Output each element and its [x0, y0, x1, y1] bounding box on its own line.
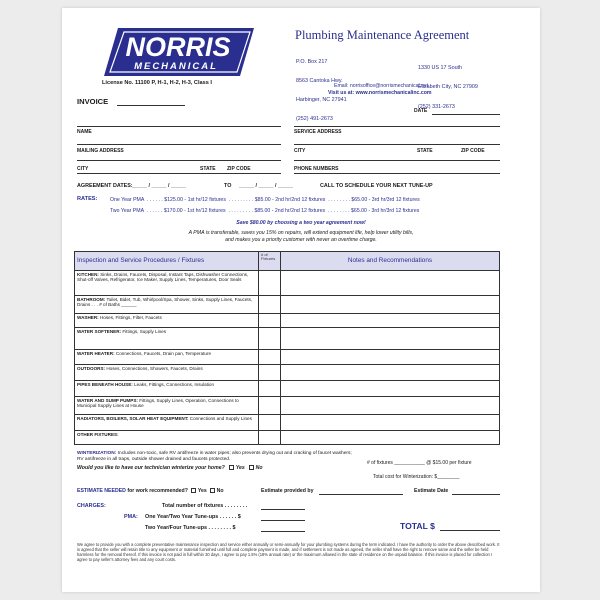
mailing-field-bottom[interactable]: [77, 160, 281, 161]
license-number: License No. 11100 P, H-1, H-2, H-3, Class I: [102, 80, 212, 86]
phone-field[interactable]: [294, 173, 500, 174]
col-procedures-header: Inspection and Service Procedures / Fixtures: [75, 252, 259, 271]
estimate-date-field[interactable]: [452, 494, 500, 495]
notes-cell[interactable]: [281, 314, 500, 328]
fixture-count-cell[interactable]: [259, 415, 281, 431]
notes-cell[interactable]: [281, 415, 500, 431]
estimate-needed-label: ESTIMATE NEEDED: [77, 488, 126, 494]
service-address-label: SERVICE ADDRESS: [294, 129, 342, 135]
agreement-page: [62, 8, 540, 592]
agreement-dates-label: AGREEMENT DATES:: [77, 183, 133, 189]
estimate-provided-by-label: Estimate provided by: [261, 488, 314, 494]
row-items: Sinks, Drains, Faucets, Disposal, Instant Taps, Dishwasher Connections, Shut-off Valves, Refrigerator, Ice Maker, Supply Lines, Temperatures, Door Seals: [77, 272, 249, 283]
pma-note-1: A PMA is transferable, saves you 15% on repairs, will extend equipment life, help lower utility bills,: [188, 230, 414, 236]
col-notes-header: Notes and Recommendations: [281, 252, 500, 271]
charges-label: CHARGES:: [77, 503, 106, 509]
state-label: STATE: [200, 166, 216, 172]
mailing-address-label: MAILING ADDRESS: [77, 148, 124, 154]
notes-cell[interactable]: [281, 431, 500, 445]
winterize-no-label: No: [255, 465, 263, 471]
notes-cell[interactable]: [281, 296, 500, 314]
fixtures-table: [74, 251, 500, 445]
grand-total-field[interactable]: [440, 530, 500, 531]
table-row: [75, 415, 500, 431]
row-items: Fittings, Supply Lines: [121, 329, 167, 334]
name-label: NAME: [77, 129, 92, 135]
one-two-year-label: One Year/Two Year Tune-ups . . . . . . $: [145, 514, 241, 520]
notes-cell[interactable]: [281, 397, 500, 415]
table-row: [75, 365, 500, 381]
row-category: RADIATORS, BOILERS, SOLAR HEAT EQUIPMENT:: [77, 416, 189, 421]
row-items: Hoses, Connections, Showers, Faucets, Drains: [105, 366, 203, 371]
address-left: P.O. Box 217 8563 Cantoka Hwy. Harbinger, NC 27941 (252) 491-2673: [296, 58, 347, 123]
estimate-no-label: No: [216, 488, 224, 494]
row-items: Leaks, Fittings, Connections, Insulation: [132, 382, 215, 387]
table-row: [75, 431, 500, 445]
date-label: DATE: [414, 108, 428, 114]
two-four-label: Two Year/Four Tune-ups . . . . . . . . $: [145, 525, 236, 531]
col-fixtures-header: # of Fixtures: [259, 252, 281, 271]
notes-cell[interactable]: [281, 271, 500, 296]
row-category: BATHROOM:: [77, 297, 106, 302]
estimate-yes-checkbox[interactable]: [191, 488, 196, 493]
agreement-end-date[interactable]: _____ / _____ / _____: [239, 183, 293, 189]
company-logo: [104, 26, 256, 78]
service-address-field[interactable]: [294, 126, 500, 127]
winterize-yes-label: Yes: [235, 465, 245, 471]
table-row: [75, 328, 500, 350]
fixture-count-cell[interactable]: [259, 350, 281, 365]
table-row: [75, 350, 500, 365]
fixture-count-cell[interactable]: [259, 296, 281, 314]
one-two-year-field[interactable]: [261, 520, 305, 521]
winterize-no-checkbox[interactable]: [249, 465, 254, 470]
row-category: WATER SOFTENER:: [77, 329, 122, 334]
winterize-yes-checkbox[interactable]: [229, 465, 234, 470]
winterize-fixtures-count[interactable]: # of fixtures ___________ @ $15.00 per fixture: [367, 460, 472, 466]
row-items: Connections, Faucets, Drain pan, Temperature: [114, 351, 212, 356]
service-field-bottom[interactable]: [294, 160, 500, 161]
company-email[interactable]: Email: norrisoffice@norrismechanical.net: [334, 83, 429, 89]
row-category: PIPES BENEATH HOUSE:: [77, 382, 133, 387]
service-city-label: CITY: [294, 148, 306, 154]
fixture-count-cell[interactable]: [259, 271, 281, 296]
notes-cell[interactable]: [281, 350, 500, 365]
save-promo: Save $80.00 by choosing a two year agreement now!: [236, 220, 366, 226]
phone-label: PHONE NUMBERS: [294, 166, 339, 172]
zip-label: ZIP CODE: [227, 166, 251, 172]
grand-total-label: TOTAL $: [400, 521, 435, 531]
two-four-field[interactable]: [261, 531, 305, 532]
winterization-text-1: WINTERIZATION: Includes non-toxic, safe RV antifreeze in water pipes; also prevents drying out and cracking of faucet washers;: [77, 451, 352, 456]
winterization-text-2: RV antifreeze in all traps, outside shower drained and faucets protected.: [77, 457, 231, 462]
estimate-yes-label: Yes: [197, 488, 207, 494]
logo-text-main: NORRIS: [125, 32, 231, 62]
notes-cell[interactable]: [281, 328, 500, 350]
rates-label: RATES:: [77, 196, 98, 202]
table-row: [75, 314, 500, 328]
fixture-count-cell[interactable]: [259, 314, 281, 328]
fixture-count-cell[interactable]: [259, 431, 281, 445]
mailing-field-top[interactable]: [77, 144, 281, 145]
row-items: Toilet, Bidet, Tub, Whirlpool/Spa, Shower, Sinks, Supply Lines, Faucets, Drains . . . # of Baths ______: [77, 297, 253, 308]
table-row: [75, 381, 500, 397]
fixture-count-cell[interactable]: [259, 328, 281, 350]
winterization-label: WINTERIZATION:: [77, 451, 117, 456]
service-state-label: STATE: [417, 148, 433, 154]
notes-cell[interactable]: [281, 381, 500, 397]
table-row: [75, 271, 500, 296]
company-website[interactable]: Visit us at: www.norrismechanicalinc.com: [328, 90, 432, 96]
name-field[interactable]: [77, 126, 281, 127]
row-category: WATER AND SUMP PUMPS:: [77, 398, 138, 403]
fixture-count-cell[interactable]: [259, 365, 281, 381]
pma-note-2: and makes you a priority customer with never an overtime charge.: [225, 237, 377, 243]
row-category: OTHER FIXTURES:: [77, 432, 119, 437]
total-fixtures-label: Total number of fixtures . . . . . . . .: [162, 503, 248, 509]
fixture-count-cell[interactable]: [259, 397, 281, 415]
row-category: KITCHEN:: [77, 272, 99, 277]
invoice-label: INVOICE: [77, 97, 109, 106]
invoice-field[interactable]: [117, 105, 185, 106]
city-field[interactable]: [77, 173, 281, 174]
row-items: Connections and Supply Lines: [188, 416, 252, 421]
date-field[interactable]: [432, 114, 500, 115]
agreement-start-date[interactable]: _____ / _____ / _____: [132, 183, 186, 189]
fixture-count-cell[interactable]: [259, 381, 281, 397]
terms-footer: We agree to provide you with a complete preventative maintenance inspection and service either annually or semi-annually for your plumbing systems during the term indicated. I have the authority to order the above described work. It is agreed that the seller will retain title to any equipment or material furnished until full and complete payment is made, and if settlement is not made as agreed, the seller shall have the right to remove same and the seller be held harmless for the removal thereof. If this invoice is not paid in full within 30 days, I agree to pay 1.5% (18% annual rate) or the maximum allowed in the state of residence on the unpaid balance. If this invoice is placed for collection I agree to pay seller's attorney fees and any court costs.: [77, 542, 500, 562]
table-header-row: [75, 252, 500, 271]
rate-two-year: Two Year PMA . . . . . . $170.00 - 1st hr/12 fixtures . . . . . . . . . $85.00 - 2nd hr/2nd 12 fixtures . . . . . . . . $65.00 - 3rd hr/3rd 12 fixtures: [110, 208, 420, 214]
notes-cell[interactable]: [281, 365, 500, 381]
estimate-no-checkbox[interactable]: [210, 488, 215, 493]
address-right: 1330 US 17 South Elizabeth City, NC 27909 (252) 331-2673: [418, 65, 478, 110]
rate-one-year: One Year PMA . . . . . . $125.00 - 1st hr/12 fixtures . . . . . . . . . $85.00 - 2nd hr/2nd 12 fixtures . . . . . . . . $65.00 - 3rd hr/3rd 12 fixtures: [110, 197, 420, 203]
row-category: OUTDOORS:: [77, 366, 106, 371]
logo-text-sub: MECHANICAL: [134, 61, 218, 72]
to-label: TO: [224, 183, 232, 189]
winterize-question: Would you like to have our technician winterize your home? Yes No: [77, 465, 263, 471]
pma-label: PMA:: [124, 514, 138, 520]
row-category: WATER HEATER:: [77, 351, 115, 356]
service-zip-label: ZIP CODE: [461, 148, 485, 154]
city-label: CITY: [77, 166, 89, 172]
estimate-provided-by-field[interactable]: [319, 494, 403, 495]
row-category: WASHER:: [77, 315, 99, 320]
row-items: Hoses, Fittings, Filter, Faucets: [98, 315, 162, 320]
winterize-total-cost[interactable]: Total cost for Winterization: $________: [373, 474, 460, 480]
estimate-row: ESTIMATE NEEDED for work recommended? Yes No: [77, 488, 224, 494]
call-to-schedule: CALL TO SCHEDULE YOUR NEXT TUNE-UP: [320, 183, 433, 189]
table-row: [75, 397, 500, 415]
document-title: Plumbing Maintenance Agreement: [295, 28, 470, 42]
row-items: Fittings, Supply Lines, Operation, Connections to Municipal Supply Lines at House: [77, 398, 239, 409]
service-field-top[interactable]: [294, 144, 500, 145]
estimate-date-label: Estimate Date: [414, 488, 449, 494]
table-row: [75, 296, 500, 314]
total-fixtures-field[interactable]: [261, 509, 305, 510]
